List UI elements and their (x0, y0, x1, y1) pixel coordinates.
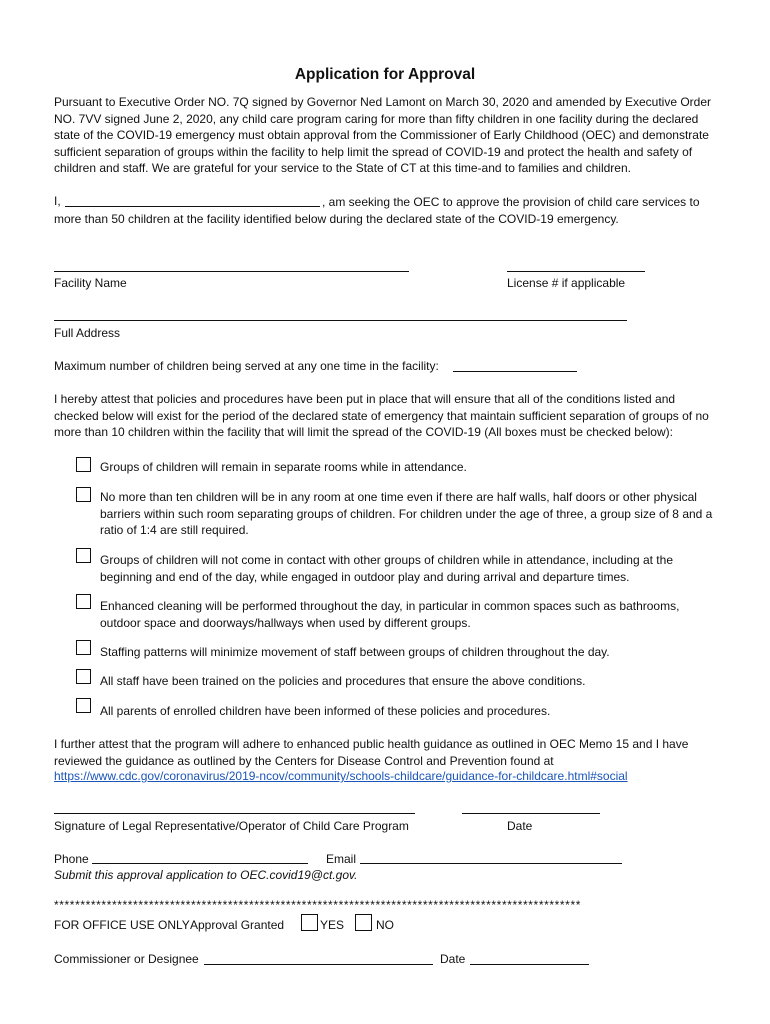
page-title: Application for Approval (294, 66, 476, 83)
yes-label: YES (320, 918, 345, 932)
no-label: NO (376, 918, 394, 932)
condition-checkbox-7[interactable] (76, 698, 91, 713)
license-label: License # if applicable (507, 276, 626, 290)
email-label: Email (326, 852, 357, 866)
condition-checkbox-6[interactable] (76, 669, 91, 684)
full-address-label: Full Address (54, 326, 121, 340)
office-use-label: FOR OFFICE USE ONLY (54, 918, 190, 932)
intro-paragraph: Pursuant to Executive Order NO. 7Q signed by Governor Ned Lamont on March 30, 2020 and amended by Executive Order NO. 7VV signed June 2, 2020, any child care program caring for more than fifty children in one facility during the declared state of the COVID-19 emergency must obtain approval from the Commissioner of Early Childhood (OEC) and demonstrate sufficient separation of groups within the facility to help limit the spread of COVID-19 and protect the health and safety of children and staff. We are grateful for your service to the State of CT at this time-and to families and children. (54, 95, 712, 176)
no-checkbox[interactable] (355, 914, 372, 931)
phone-label: Phone (54, 852, 89, 866)
signature-date-field[interactable] (462, 813, 600, 814)
email-field[interactable] (360, 863, 622, 864)
office-date-label: Date (440, 952, 466, 966)
signature-date-label: Date (507, 819, 533, 833)
condition-checkbox-4[interactable] (76, 594, 91, 609)
condition-text-5: Staffing patterns will minimize movement of staff between groups of children throughout the day. (100, 645, 610, 659)
attest-paragraph: I hereby attest that policies and procedures have been put in place that will ensure that all of the conditions listed and checked below will exist for the period of the declared state of emergency that maintain sufficient separation of groups of no more than 10 children within the facility that will limit the spread of the COVID-19 (All boxes must be checked below): (54, 392, 709, 440)
applicant-prefix: I, (54, 194, 61, 208)
phone-field[interactable] (92, 863, 308, 864)
yes-checkbox[interactable] (301, 914, 318, 931)
further-attest-paragraph: I further attest that the program will adhere to enhanced public health guidance as outlined in OEC Memo 15 and I have reviewed the guidance as outlined by the Centers for Disease Control and Prevention found at (54, 737, 689, 768)
condition-checkbox-2[interactable] (76, 487, 91, 502)
condition-checkbox-3[interactable] (76, 548, 91, 563)
full-address-field[interactable] (54, 320, 627, 321)
signature-field[interactable] (54, 813, 415, 814)
facility-name-field[interactable] (54, 271, 409, 272)
condition-checkbox-5[interactable] (76, 640, 91, 655)
condition-text-2: No more than ten children will be in any room at one time even if there are half walls, half doors or other physical barriers within such room separating groups of children. For children under the age of three, a group size of 8 and a ratio of 1:4 are still required. (100, 490, 713, 538)
condition-text-4: Enhanced cleaning will be performed throughout the day, in particular in common spaces such as bathrooms, outdoor space and doorways/hallways when used by different groups. (100, 599, 680, 630)
applicant-statement: , am seeking the OEC to approve the provision of child care services to more than 50 children at the facility identified below during the declared state of the COVID-19 emergency. (54, 195, 700, 226)
cdc-guidance-link[interactable]: https://www.cdc.gov/coronavirus/2019-ncov/community/schools-childcare/guidance-for-childcare.html#social (54, 769, 628, 783)
submit-instructions: Submit this approval application to OEC.covid19@ct.gov. (54, 868, 358, 882)
separator-stars: **************************************************************************************************** (54, 898, 581, 912)
license-field[interactable] (507, 271, 645, 272)
condition-text-7: All parents of enrolled children have been informed of these policies and procedures. (100, 704, 551, 718)
signature-label: Signature of Legal Representative/Operator of Child Care Program (54, 819, 409, 833)
condition-text-3: Groups of children will not come in contact with other groups of children while in attendance, including at the beginning and end of the day, while engaged in outdoor play and during arrival and departure times. (100, 553, 673, 584)
condition-text-1: Groups of children will remain in separate rooms while in attendance. (100, 460, 467, 474)
max-children-field[interactable] (453, 371, 577, 372)
condition-checkbox-1[interactable] (76, 457, 91, 472)
commissioner-label: Commissioner or Designee (54, 952, 199, 966)
office-date-field[interactable] (470, 964, 589, 965)
max-children-label: Maximum number of children being served at any one time in the facility: (54, 359, 439, 373)
approval-granted-label: Approval Granted (190, 918, 285, 932)
condition-text-6: All staff have been trained on the policies and procedures that ensure the above conditions. (100, 674, 586, 688)
commissioner-signature-field[interactable] (204, 964, 433, 965)
facility-name-label: Facility Name (54, 276, 127, 290)
